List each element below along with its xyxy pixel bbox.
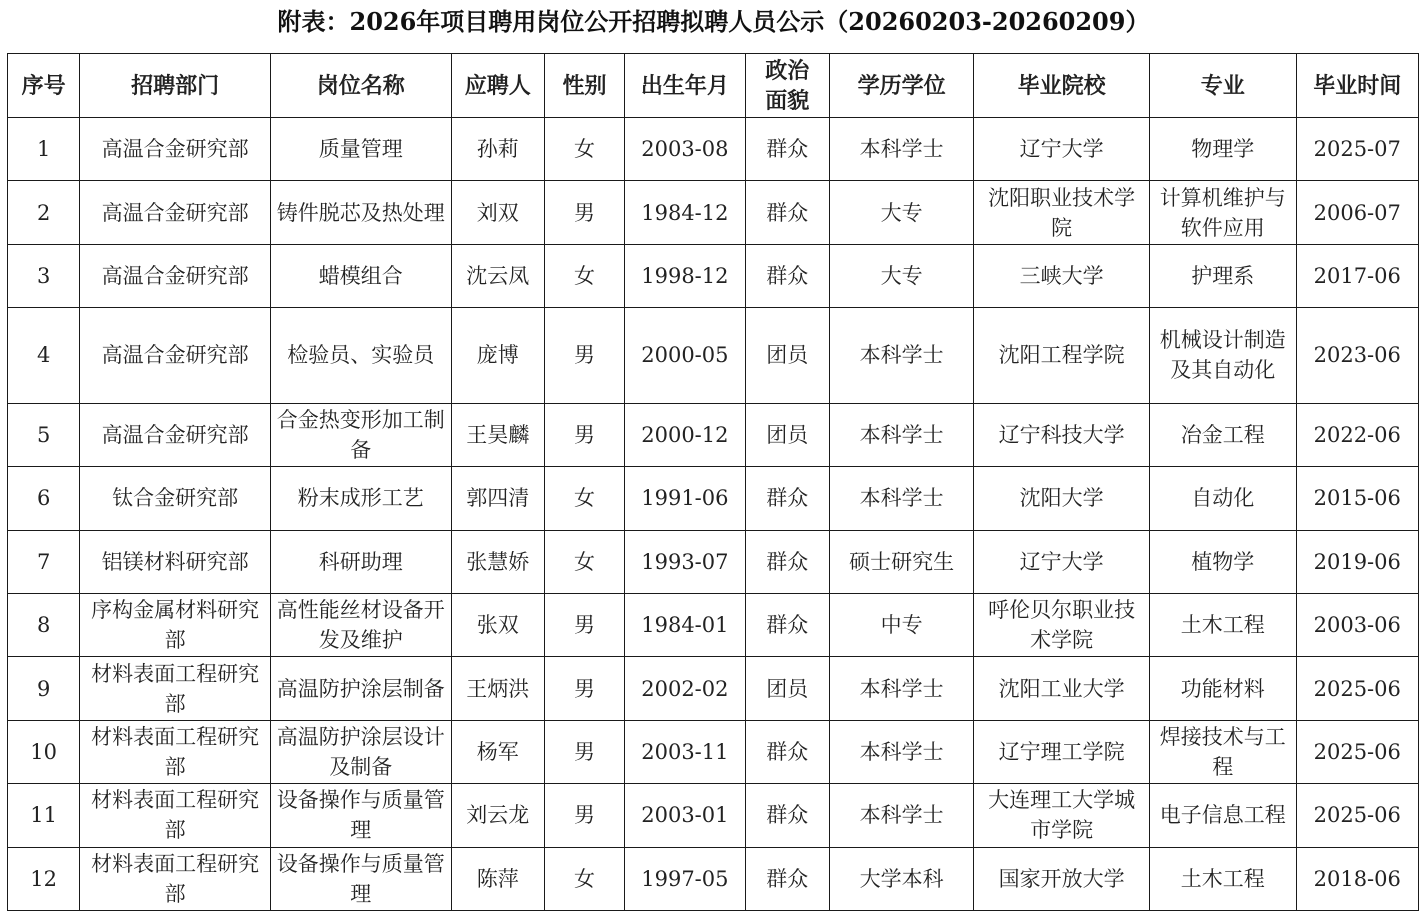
cell-name: 杨军 — [451, 720, 544, 783]
table-row — [8, 530, 1419, 593]
cell-birth: 1997-05 — [625, 847, 745, 911]
cell-grad: 2017-06 — [1296, 244, 1419, 307]
cell-politics: 群众 — [745, 784, 829, 847]
header-position: 岗位名称 — [270, 54, 451, 118]
cell-position: 质量管理 — [270, 118, 451, 181]
cell-degree: 中专 — [829, 593, 974, 656]
cell-degree: 本科学士 — [829, 118, 974, 181]
cell-no: 7 — [8, 530, 80, 593]
cell-gender: 女 — [544, 118, 624, 181]
cell-birth: 1993-07 — [625, 530, 745, 593]
cell-politics: 群众 — [745, 467, 829, 530]
cell-politics: 群众 — [745, 118, 829, 181]
cell-major: 土木工程 — [1149, 847, 1296, 911]
cell-degree: 本科学士 — [829, 657, 974, 720]
cell-name: 王炳洪 — [451, 657, 544, 720]
cell-school: 大连理工大学城市学院 — [974, 784, 1150, 847]
cell-gender: 男 — [544, 403, 624, 466]
cell-dept: 高温合金研究部 — [80, 403, 271, 466]
cell-gender: 女 — [544, 847, 624, 911]
cell-dept: 铝镁材料研究部 — [80, 530, 271, 593]
cell-grad: 2025-06 — [1296, 720, 1419, 783]
cell-degree: 大专 — [829, 244, 974, 307]
cell-major: 计算机维护与软件应用 — [1149, 181, 1296, 244]
cell-position: 设备操作与质量管理 — [270, 847, 451, 911]
cell-politics: 群众 — [745, 720, 829, 783]
cell-no: 8 — [8, 593, 80, 656]
cell-degree: 本科学士 — [829, 467, 974, 530]
cell-politics: 群众 — [745, 530, 829, 593]
cell-position: 检验员、实验员 — [270, 308, 451, 404]
cell-no: 4 — [8, 308, 80, 404]
table-row — [8, 403, 1419, 466]
cell-name: 庞博 — [451, 308, 544, 404]
header-politics: 政治 面貌 — [745, 54, 829, 118]
cell-grad: 2025-06 — [1296, 657, 1419, 720]
cell-gender: 女 — [544, 244, 624, 307]
cell-name: 郭四清 — [451, 467, 544, 530]
cell-major: 物理学 — [1149, 118, 1296, 181]
cell-name: 陈萍 — [451, 847, 544, 911]
cell-school: 呼伦贝尔职业技术学院 — [974, 593, 1150, 656]
cell-dept: 材料表面工程研究部 — [80, 720, 271, 783]
cell-birth: 2000-05 — [625, 308, 745, 404]
table-row — [8, 181, 1419, 244]
cell-no: 11 — [8, 784, 80, 847]
cell-grad: 2022-06 — [1296, 403, 1419, 466]
cell-grad: 2025-07 — [1296, 118, 1419, 181]
cell-no: 5 — [8, 403, 80, 466]
cell-politics: 群众 — [745, 244, 829, 307]
header-school: 毕业院校 — [974, 54, 1150, 118]
cell-no: 10 — [8, 720, 80, 783]
cell-gender: 女 — [544, 530, 624, 593]
cell-no: 2 — [8, 181, 80, 244]
cell-school: 辽宁大学 — [974, 118, 1150, 181]
cell-school: 三峡大学 — [974, 244, 1150, 307]
cell-no: 1 — [8, 118, 80, 181]
cell-birth: 1984-01 — [625, 593, 745, 656]
cell-major: 电子信息工程 — [1149, 784, 1296, 847]
cell-dept: 材料表面工程研究部 — [80, 784, 271, 847]
cell-gender: 男 — [544, 657, 624, 720]
candidate-table — [7, 53, 1419, 911]
header-degree: 学历学位 — [829, 54, 974, 118]
cell-grad: 2006-07 — [1296, 181, 1419, 244]
cell-degree: 本科学士 — [829, 720, 974, 783]
cell-politics: 团员 — [745, 403, 829, 466]
cell-dept: 材料表面工程研究部 — [80, 847, 271, 911]
cell-gender: 男 — [544, 593, 624, 656]
header-no: 序号 — [8, 54, 80, 118]
cell-major: 植物学 — [1149, 530, 1296, 593]
cell-birth: 2003-11 — [625, 720, 745, 783]
cell-school: 辽宁大学 — [974, 530, 1150, 593]
cell-degree: 大学本科 — [829, 847, 974, 911]
table-row — [8, 784, 1419, 847]
cell-major: 土木工程 — [1149, 593, 1296, 656]
cell-gender: 男 — [544, 181, 624, 244]
cell-birth: 2003-01 — [625, 784, 745, 847]
cell-degree: 本科学士 — [829, 784, 974, 847]
cell-major: 护理系 — [1149, 244, 1296, 307]
cell-school: 沈阳职业技术学院 — [974, 181, 1150, 244]
cell-degree: 本科学士 — [829, 308, 974, 404]
cell-birth: 2003-08 — [625, 118, 745, 181]
cell-position: 蜡模组合 — [270, 244, 451, 307]
table-row — [8, 720, 1419, 783]
table-row — [8, 847, 1419, 911]
cell-position: 高性能丝材设备开发及维护 — [270, 593, 451, 656]
cell-politics: 群众 — [745, 847, 829, 911]
cell-school: 辽宁理工学院 — [974, 720, 1150, 783]
table-row — [8, 593, 1419, 656]
cell-birth: 2000-12 — [625, 403, 745, 466]
cell-no: 12 — [8, 847, 80, 911]
cell-politics: 团员 — [745, 657, 829, 720]
header-dept: 招聘部门 — [80, 54, 271, 118]
cell-major: 焊接技术与工程 — [1149, 720, 1296, 783]
cell-politics: 群众 — [745, 593, 829, 656]
cell-position: 高温防护涂层制备 — [270, 657, 451, 720]
cell-dept: 钛合金研究部 — [80, 467, 271, 530]
cell-school: 沈阳工程学院 — [974, 308, 1150, 404]
cell-gender: 女 — [544, 467, 624, 530]
cell-birth: 1998-12 — [625, 244, 745, 307]
cell-school: 国家开放大学 — [974, 847, 1150, 911]
table-row — [8, 467, 1419, 530]
cell-position: 合金热变形加工制备 — [270, 403, 451, 466]
cell-no: 3 — [8, 244, 80, 307]
header-birth: 出生年月 — [625, 54, 745, 118]
cell-birth: 1991-06 — [625, 467, 745, 530]
cell-degree: 本科学士 — [829, 403, 974, 466]
cell-school: 辽宁科技大学 — [974, 403, 1150, 466]
cell-position: 设备操作与质量管理 — [270, 784, 451, 847]
cell-position: 铸件脱芯及热处理 — [270, 181, 451, 244]
cell-grad: 2025-06 — [1296, 784, 1419, 847]
cell-grad: 2023-06 — [1296, 308, 1419, 404]
cell-name: 孙莉 — [451, 118, 544, 181]
cell-no: 6 — [8, 467, 80, 530]
header-name: 应聘人 — [451, 54, 544, 118]
cell-politics: 团员 — [745, 308, 829, 404]
cell-dept: 高温合金研究部 — [80, 118, 271, 181]
cell-grad: 2019-06 — [1296, 530, 1419, 593]
header-gender: 性别 — [544, 54, 624, 118]
cell-name: 刘双 — [451, 181, 544, 244]
table-row — [8, 244, 1419, 307]
cell-dept: 材料表面工程研究部 — [80, 657, 271, 720]
cell-name: 张双 — [451, 593, 544, 656]
cell-gender: 男 — [544, 720, 624, 783]
cell-degree: 硕士研究生 — [829, 530, 974, 593]
table-header-row — [8, 54, 1419, 118]
cell-position: 粉末成形工艺 — [270, 467, 451, 530]
page-title: 附表：2026年项目聘用岗位公开招聘拟聘人员公示（20260203-20260209） — [277, 7, 1150, 36]
cell-dept: 高温合金研究部 — [80, 308, 271, 404]
cell-major: 冶金工程 — [1149, 403, 1296, 466]
cell-birth: 2002-02 — [625, 657, 745, 720]
cell-dept: 序构金属材料研究部 — [80, 593, 271, 656]
header-major: 专业 — [1149, 54, 1296, 118]
cell-name: 张慧娇 — [451, 530, 544, 593]
header-grad: 毕业时间 — [1296, 54, 1419, 118]
cell-gender: 男 — [544, 784, 624, 847]
cell-name: 王昊麟 — [451, 403, 544, 466]
cell-politics: 群众 — [745, 181, 829, 244]
cell-grad: 2015-06 — [1296, 467, 1419, 530]
cell-name: 沈云凤 — [451, 244, 544, 307]
cell-major: 功能材料 — [1149, 657, 1296, 720]
cell-dept: 高温合金研究部 — [80, 181, 271, 244]
cell-position: 高温防护涂层设计及制备 — [270, 720, 451, 783]
cell-degree: 大专 — [829, 181, 974, 244]
table-row — [8, 657, 1419, 720]
cell-position: 科研助理 — [270, 530, 451, 593]
table-row — [8, 308, 1419, 404]
cell-school: 沈阳大学 — [974, 467, 1150, 530]
cell-name: 刘云龙 — [451, 784, 544, 847]
table-row — [8, 118, 1419, 181]
cell-major: 自动化 — [1149, 467, 1296, 530]
cell-gender: 男 — [544, 308, 624, 404]
cell-school: 沈阳工业大学 — [974, 657, 1150, 720]
cell-dept: 高温合金研究部 — [80, 244, 271, 307]
cell-major: 机械设计制造及其自动化 — [1149, 308, 1296, 404]
cell-birth: 1984-12 — [625, 181, 745, 244]
cell-grad: 2003-06 — [1296, 593, 1419, 656]
cell-no: 9 — [8, 657, 80, 720]
cell-grad: 2018-06 — [1296, 847, 1419, 911]
